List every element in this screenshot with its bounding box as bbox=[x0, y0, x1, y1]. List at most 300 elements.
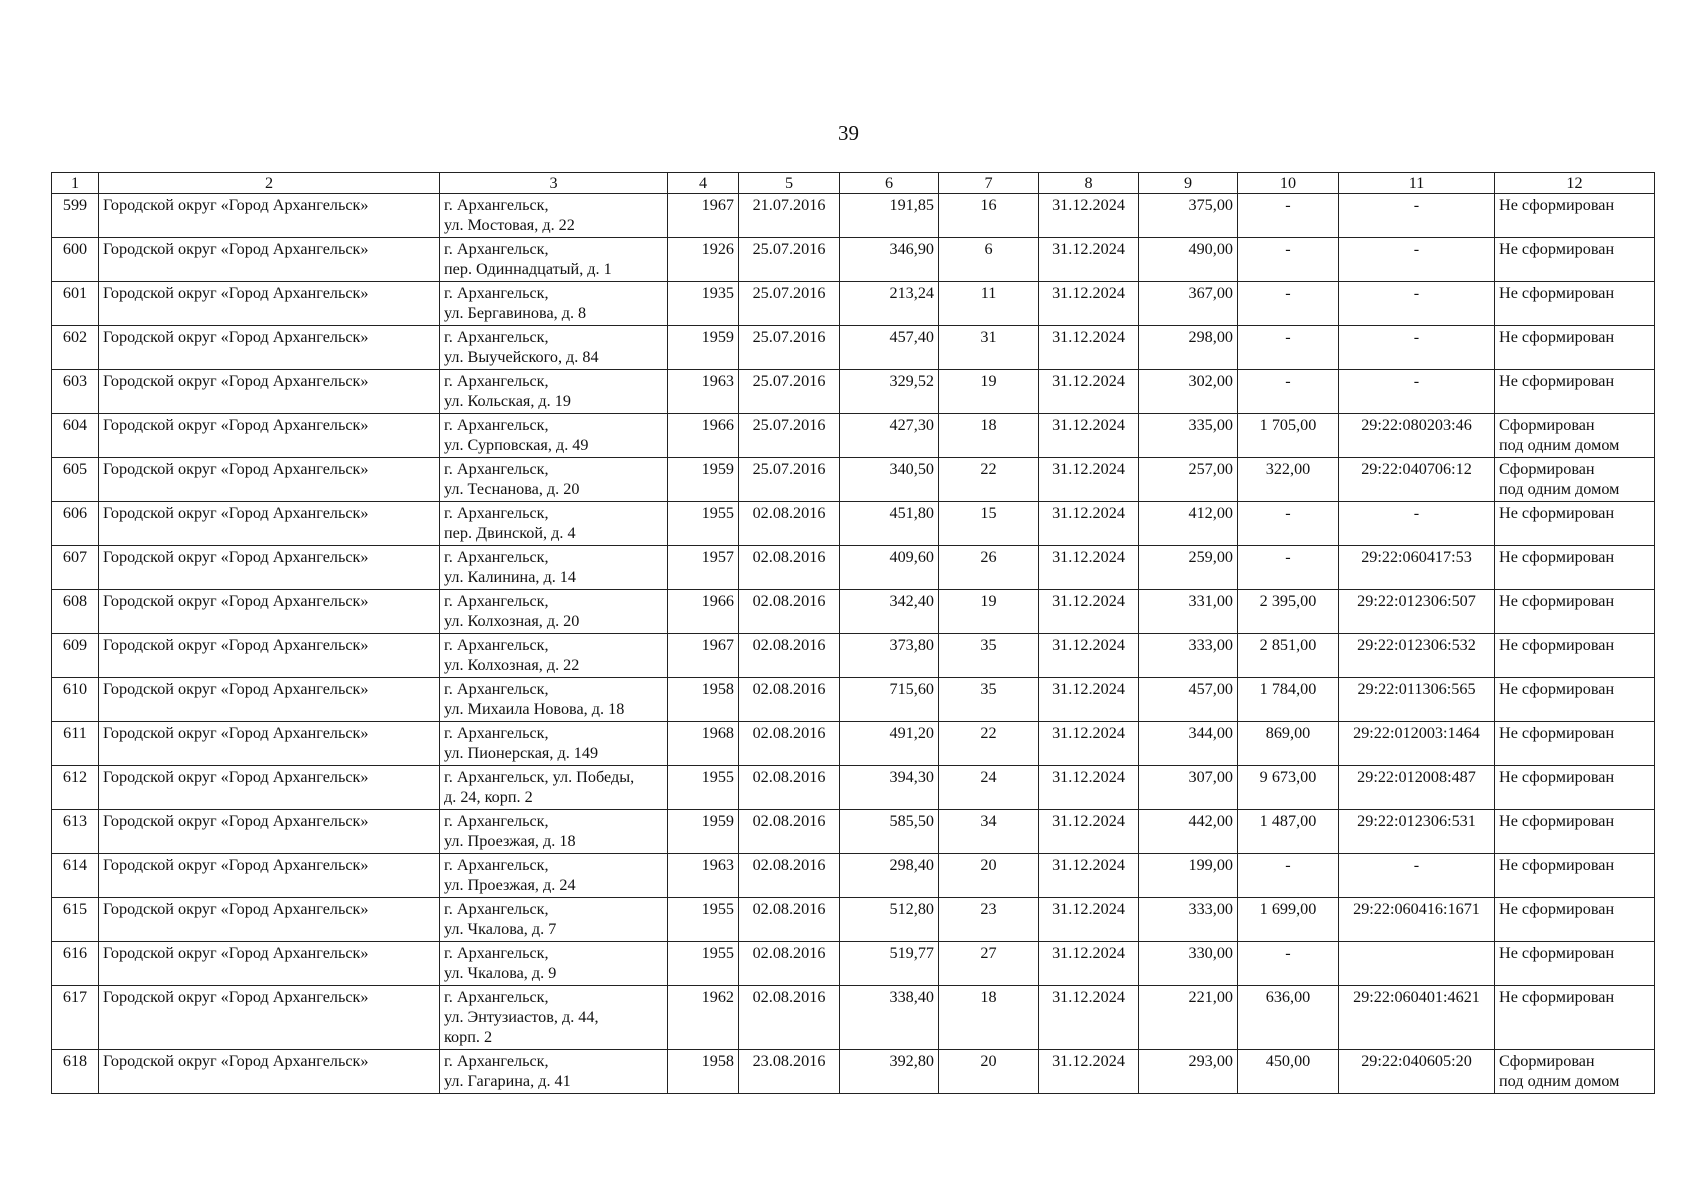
year-cell: 1935 bbox=[668, 282, 739, 326]
column-header: 5 bbox=[739, 173, 840, 194]
year-cell: 1955 bbox=[668, 942, 739, 986]
year-cell: 1955 bbox=[668, 766, 739, 810]
table-row bbox=[52, 810, 1655, 854]
area-cell: 427,30 bbox=[840, 414, 939, 458]
area-cell: 585,50 bbox=[840, 810, 939, 854]
address-cell-line: ул. Михаила Новова, д. 18 bbox=[444, 700, 625, 718]
deadline-cell: 31.12.2024 bbox=[1039, 942, 1139, 986]
address-cell-line: ул. Энтузиастов, д. 44, bbox=[444, 1008, 599, 1026]
residents-cell: 11 bbox=[939, 282, 1039, 326]
address-cell bbox=[440, 238, 668, 282]
address-cell-line: г. Архангельск, bbox=[444, 504, 549, 522]
year-cell: 1966 bbox=[668, 414, 739, 458]
year-cell: 1957 bbox=[668, 546, 739, 590]
row-number-cell: 601 bbox=[52, 282, 99, 326]
status-cell-line: Не сформирован bbox=[1499, 900, 1615, 918]
page-number: 39 bbox=[838, 121, 859, 145]
value-9-cell: 375,00 bbox=[1139, 194, 1238, 238]
table-row bbox=[52, 766, 1655, 810]
status-cell-line: Не сформирован bbox=[1499, 240, 1615, 258]
column-header: 4 bbox=[668, 173, 739, 194]
value-9-cell: 307,00 bbox=[1139, 766, 1238, 810]
residents-cell: 6 bbox=[939, 238, 1039, 282]
municipality-cell: Городской округ «Город Архангельск» bbox=[99, 414, 440, 458]
address-cell-line: г. Архангельск, bbox=[444, 944, 549, 962]
cadastral-number-cell: 29:22:060417:53 bbox=[1339, 546, 1495, 590]
status-cell-line: Не сформирован bbox=[1499, 680, 1615, 698]
cadastral-number-cell: - bbox=[1339, 238, 1495, 282]
deadline-cell: 31.12.2024 bbox=[1039, 722, 1139, 766]
deadline-cell: 31.12.2024 bbox=[1039, 766, 1139, 810]
municipality-cell: Городской округ «Город Архангельск» bbox=[99, 282, 440, 326]
value-10-cell: 636,00 bbox=[1238, 986, 1339, 1050]
table-row bbox=[52, 678, 1655, 722]
value-9-cell: 333,00 bbox=[1139, 898, 1238, 942]
table-row bbox=[52, 458, 1655, 502]
address-cell-line: г. Архангельск, bbox=[444, 240, 549, 258]
municipality-cell: Городской округ «Город Архангельск» bbox=[99, 810, 440, 854]
value-9-cell: 344,00 bbox=[1139, 722, 1238, 766]
value-9-cell: 457,00 bbox=[1139, 678, 1238, 722]
date-cell: 21.07.2016 bbox=[739, 194, 840, 238]
address-cell-line: г. Архангельск, bbox=[444, 592, 549, 610]
address-cell bbox=[440, 678, 668, 722]
row-number-cell: 600 bbox=[52, 238, 99, 282]
address-cell bbox=[440, 194, 668, 238]
row-number-cell: 617 bbox=[52, 986, 99, 1050]
address-cell-line: ул. Проезжая, д. 24 bbox=[444, 876, 576, 894]
address-cell-line: г. Архангельск, bbox=[444, 988, 549, 1006]
value-9-cell: 330,00 bbox=[1139, 942, 1238, 986]
residents-cell: 27 bbox=[939, 942, 1039, 986]
residents-cell: 35 bbox=[939, 634, 1039, 678]
row-number-cell: 599 bbox=[52, 194, 99, 238]
address-cell-line: ул. Колхозная, д. 22 bbox=[444, 656, 580, 674]
municipality-cell: Городской округ «Город Архангельск» bbox=[99, 986, 440, 1050]
area-cell: 346,90 bbox=[840, 238, 939, 282]
value-9-cell: 333,00 bbox=[1139, 634, 1238, 678]
municipality-cell: Городской округ «Город Архангельск» bbox=[99, 678, 440, 722]
column-header: 8 bbox=[1039, 173, 1139, 194]
status-cell-line: Не сформирован bbox=[1499, 328, 1615, 346]
status-cell-line: Не сформирован bbox=[1499, 592, 1615, 610]
status-cell-line: Сформирован bbox=[1499, 460, 1595, 478]
status-cell bbox=[1495, 458, 1655, 502]
area-cell: 213,24 bbox=[840, 282, 939, 326]
date-cell: 23.08.2016 bbox=[739, 1050, 840, 1094]
cadastral-number-cell: - bbox=[1339, 326, 1495, 370]
address-cell-line: г. Архангельск, bbox=[444, 548, 549, 566]
municipality-cell: Городской округ «Город Архангельск» bbox=[99, 722, 440, 766]
status-cell bbox=[1495, 766, 1655, 810]
municipality-cell: Городской округ «Город Архангельск» bbox=[99, 502, 440, 546]
row-number-cell: 603 bbox=[52, 370, 99, 414]
address-cell bbox=[440, 370, 668, 414]
cadastral-number-cell: 29:22:012306:532 bbox=[1339, 634, 1495, 678]
area-cell: 338,40 bbox=[840, 986, 939, 1050]
status-cell bbox=[1495, 898, 1655, 942]
address-cell-line: ул. Бергавинова, д. 8 bbox=[444, 304, 587, 322]
deadline-cell: 31.12.2024 bbox=[1039, 238, 1139, 282]
row-number-cell: 614 bbox=[52, 854, 99, 898]
table-row bbox=[52, 502, 1655, 546]
address-cell-line: г. Архангельск, bbox=[444, 372, 549, 390]
value-10-cell: - bbox=[1238, 942, 1339, 986]
deadline-cell: 31.12.2024 bbox=[1039, 634, 1139, 678]
status-cell bbox=[1495, 546, 1655, 590]
address-cell-line: ул. Чкалова, д. 9 bbox=[444, 964, 557, 982]
status-cell bbox=[1495, 502, 1655, 546]
date-cell: 02.08.2016 bbox=[739, 766, 840, 810]
deadline-cell: 31.12.2024 bbox=[1039, 370, 1139, 414]
area-cell: 519,77 bbox=[840, 942, 939, 986]
area-cell: 491,20 bbox=[840, 722, 939, 766]
status-cell bbox=[1495, 282, 1655, 326]
row-number-cell: 608 bbox=[52, 590, 99, 634]
cadastral-number-cell: 29:22:060416:1671 bbox=[1339, 898, 1495, 942]
date-cell: 02.08.2016 bbox=[739, 546, 840, 590]
address-cell-line: г. Архангельск, bbox=[444, 680, 549, 698]
table-row bbox=[52, 1050, 1655, 1094]
status-cell bbox=[1495, 722, 1655, 766]
address-cell-line: г. Архангельск, ул. Победы, bbox=[444, 768, 635, 786]
cadastral-number-cell bbox=[1339, 942, 1495, 986]
value-9-cell: 367,00 bbox=[1139, 282, 1238, 326]
address-cell bbox=[440, 326, 668, 370]
table-row bbox=[52, 326, 1655, 370]
address-cell bbox=[440, 546, 668, 590]
deadline-cell: 31.12.2024 bbox=[1039, 898, 1139, 942]
row-number-cell: 602 bbox=[52, 326, 99, 370]
row-number-cell: 615 bbox=[52, 898, 99, 942]
deadline-cell: 31.12.2024 bbox=[1039, 546, 1139, 590]
status-cell bbox=[1495, 942, 1655, 986]
value-10-cell: 1 699,00 bbox=[1238, 898, 1339, 942]
year-cell: 1955 bbox=[668, 502, 739, 546]
status-cell bbox=[1495, 986, 1655, 1050]
address-cell-line: г. Архангельск, bbox=[444, 900, 549, 918]
date-cell: 02.08.2016 bbox=[739, 678, 840, 722]
value-10-cell: - bbox=[1238, 282, 1339, 326]
table-row bbox=[52, 854, 1655, 898]
residents-cell: 34 bbox=[939, 810, 1039, 854]
table-row bbox=[52, 194, 1655, 238]
address-cell-line: г. Архангельск, bbox=[444, 328, 549, 346]
municipality-cell: Городской округ «Город Архангельск» bbox=[99, 1050, 440, 1094]
municipality-cell: Городской округ «Город Архангельск» bbox=[99, 766, 440, 810]
area-cell: 457,40 bbox=[840, 326, 939, 370]
address-cell-line: г. Архангельск, bbox=[444, 636, 549, 654]
residents-cell: 35 bbox=[939, 678, 1039, 722]
residents-cell: 20 bbox=[939, 1050, 1039, 1094]
year-cell: 1963 bbox=[668, 370, 739, 414]
status-cell-line: Не сформирован bbox=[1499, 944, 1615, 962]
area-cell: 394,30 bbox=[840, 766, 939, 810]
status-cell-line: Не сформирован bbox=[1499, 812, 1615, 830]
date-cell: 02.08.2016 bbox=[739, 634, 840, 678]
address-cell bbox=[440, 722, 668, 766]
address-cell-line: ул. Выучейского, д. 84 bbox=[444, 348, 599, 366]
value-9-cell: 412,00 bbox=[1139, 502, 1238, 546]
area-cell: 392,80 bbox=[840, 1050, 939, 1094]
residents-cell: 23 bbox=[939, 898, 1039, 942]
year-cell: 1959 bbox=[668, 810, 739, 854]
deadline-cell: 31.12.2024 bbox=[1039, 678, 1139, 722]
residents-cell: 18 bbox=[939, 986, 1039, 1050]
status-cell bbox=[1495, 238, 1655, 282]
year-cell: 1966 bbox=[668, 590, 739, 634]
date-cell: 25.07.2016 bbox=[739, 326, 840, 370]
table-row bbox=[52, 722, 1655, 766]
status-cell-line: Не сформирован bbox=[1499, 372, 1615, 390]
date-cell: 02.08.2016 bbox=[739, 502, 840, 546]
address-cell-line: ул. Калинина, д. 14 bbox=[444, 568, 576, 586]
value-10-cell: 450,00 bbox=[1238, 1050, 1339, 1094]
cadastral-number-cell: 29:22:012008:487 bbox=[1339, 766, 1495, 810]
address-cell-line: г. Архангельск, bbox=[444, 196, 549, 214]
year-cell: 1962 bbox=[668, 986, 739, 1050]
address-cell-line: пер. Двинской, д. 4 bbox=[444, 524, 576, 542]
value-10-cell: - bbox=[1238, 194, 1339, 238]
address-cell-line: г. Архангельск, bbox=[444, 284, 549, 302]
residents-cell: 31 bbox=[939, 326, 1039, 370]
row-number-cell: 611 bbox=[52, 722, 99, 766]
municipality-cell: Городской округ «Город Архангельск» bbox=[99, 590, 440, 634]
residents-cell: 18 bbox=[939, 414, 1039, 458]
address-cell bbox=[440, 502, 668, 546]
date-cell: 25.07.2016 bbox=[739, 458, 840, 502]
municipality-cell: Городской округ «Город Архангельск» bbox=[99, 854, 440, 898]
status-cell-line: Не сформирован bbox=[1499, 284, 1615, 302]
area-cell: 342,40 bbox=[840, 590, 939, 634]
value-10-cell: 9 673,00 bbox=[1238, 766, 1339, 810]
municipality-cell: Городской округ «Город Архангельск» bbox=[99, 370, 440, 414]
address-cell-line: ул. Теснанова, д. 20 bbox=[444, 480, 580, 498]
address-cell bbox=[440, 414, 668, 458]
status-cell-line: Не сформирован bbox=[1499, 636, 1615, 654]
residents-cell: 16 bbox=[939, 194, 1039, 238]
column-header: 10 bbox=[1238, 173, 1339, 194]
address-cell-line: ул. Кольская, д. 19 bbox=[444, 392, 571, 410]
deadline-cell: 31.12.2024 bbox=[1039, 326, 1139, 370]
address-cell-line: г. Архангельск, bbox=[444, 812, 549, 830]
status-cell bbox=[1495, 590, 1655, 634]
cadastral-number-cell: 29:22:040605:20 bbox=[1339, 1050, 1495, 1094]
address-cell-line: ул. Мостовая, д. 22 bbox=[444, 216, 575, 234]
value-9-cell: 257,00 bbox=[1139, 458, 1238, 502]
residents-cell: 15 bbox=[939, 502, 1039, 546]
date-cell: 02.08.2016 bbox=[739, 722, 840, 766]
address-cell-line: г. Архангельск, bbox=[444, 1052, 549, 1070]
residents-cell: 26 bbox=[939, 546, 1039, 590]
address-cell bbox=[440, 458, 668, 502]
year-cell: 1926 bbox=[668, 238, 739, 282]
row-number-cell: 613 bbox=[52, 810, 99, 854]
address-cell-line: г. Архангельск, bbox=[444, 856, 549, 874]
address-cell-line: ул. Сурповская, д. 49 bbox=[444, 436, 589, 454]
table-row bbox=[52, 986, 1655, 1050]
year-cell: 1958 bbox=[668, 678, 739, 722]
municipality-cell: Городской округ «Город Архангельск» bbox=[99, 458, 440, 502]
table-header bbox=[52, 173, 1655, 194]
status-cell bbox=[1495, 194, 1655, 238]
row-number-cell: 609 bbox=[52, 634, 99, 678]
value-10-cell: 1 705,00 bbox=[1238, 414, 1339, 458]
cadastral-number-cell: - bbox=[1339, 194, 1495, 238]
year-cell: 1958 bbox=[668, 1050, 739, 1094]
value-9-cell: 293,00 bbox=[1139, 1050, 1238, 1094]
cadastral-number-cell: 29:22:080203:46 bbox=[1339, 414, 1495, 458]
date-cell: 25.07.2016 bbox=[739, 414, 840, 458]
status-cell-line: Не сформирован bbox=[1499, 196, 1615, 214]
cadastral-number-cell: - bbox=[1339, 282, 1495, 326]
residents-cell: 24 bbox=[939, 766, 1039, 810]
date-cell: 25.07.2016 bbox=[739, 238, 840, 282]
value-10-cell: 1 487,00 bbox=[1238, 810, 1339, 854]
value-9-cell: 335,00 bbox=[1139, 414, 1238, 458]
municipality-cell: Городской округ «Город Архангельск» bbox=[99, 326, 440, 370]
value-9-cell: 298,00 bbox=[1139, 326, 1238, 370]
status-cell-line: Сформирован bbox=[1499, 416, 1595, 434]
cadastral-number-cell: - bbox=[1339, 854, 1495, 898]
status-cell-line: Не сформирован bbox=[1499, 548, 1615, 566]
status-cell-line: Не сформирован bbox=[1499, 988, 1615, 1006]
row-number-cell: 607 bbox=[52, 546, 99, 590]
column-header: 1 bbox=[52, 173, 99, 194]
deadline-cell: 31.12.2024 bbox=[1039, 502, 1139, 546]
area-cell: 340,50 bbox=[840, 458, 939, 502]
value-10-cell: 2 395,00 bbox=[1238, 590, 1339, 634]
row-number-cell: 616 bbox=[52, 942, 99, 986]
deadline-cell: 31.12.2024 bbox=[1039, 458, 1139, 502]
address-cell bbox=[440, 766, 668, 810]
year-cell: 1967 bbox=[668, 634, 739, 678]
value-10-cell: 869,00 bbox=[1238, 722, 1339, 766]
status-cell-line: Не сформирован bbox=[1499, 504, 1615, 522]
table-row bbox=[52, 414, 1655, 458]
address-cell-line: корп. 2 bbox=[444, 1028, 493, 1046]
column-header: 2 bbox=[99, 173, 440, 194]
value-9-cell: 331,00 bbox=[1139, 590, 1238, 634]
value-9-cell: 199,00 bbox=[1139, 854, 1238, 898]
table-row bbox=[52, 590, 1655, 634]
address-cell bbox=[440, 942, 668, 986]
municipality-cell: Городской округ «Город Архангельск» bbox=[99, 238, 440, 282]
date-cell: 02.08.2016 bbox=[739, 854, 840, 898]
status-cell bbox=[1495, 370, 1655, 414]
date-cell: 02.08.2016 bbox=[739, 810, 840, 854]
residents-cell: 19 bbox=[939, 370, 1039, 414]
value-10-cell: - bbox=[1238, 326, 1339, 370]
cadastral-number-cell: - bbox=[1339, 502, 1495, 546]
municipality-cell: Городской округ «Город Архангельск» bbox=[99, 942, 440, 986]
area-cell: 715,60 bbox=[840, 678, 939, 722]
cadastral-number-cell: 29:22:012306:531 bbox=[1339, 810, 1495, 854]
address-cell bbox=[440, 282, 668, 326]
deadline-cell: 31.12.2024 bbox=[1039, 854, 1139, 898]
date-cell: 02.08.2016 bbox=[739, 590, 840, 634]
table-body bbox=[52, 194, 1655, 1094]
cadastral-number-cell: - bbox=[1339, 370, 1495, 414]
status-cell-line: Не сформирован bbox=[1499, 856, 1615, 874]
address-cell-line: ул. Проезжая, д. 18 bbox=[444, 832, 576, 850]
table-row bbox=[52, 546, 1655, 590]
address-cell-line: д. 24, корп. 2 bbox=[444, 788, 533, 806]
address-cell bbox=[440, 854, 668, 898]
value-10-cell: 1 784,00 bbox=[1238, 678, 1339, 722]
status-cell bbox=[1495, 326, 1655, 370]
address-cell bbox=[440, 590, 668, 634]
status-cell-line: Не сформирован bbox=[1499, 768, 1615, 786]
column-number-row bbox=[52, 173, 1655, 194]
area-cell: 191,85 bbox=[840, 194, 939, 238]
municipality-cell: Городской округ «Город Архангельск» bbox=[99, 634, 440, 678]
table-row bbox=[52, 634, 1655, 678]
value-10-cell: - bbox=[1238, 238, 1339, 282]
area-cell: 512,80 bbox=[840, 898, 939, 942]
address-cell-line: г. Архангельск, bbox=[444, 416, 549, 434]
municipality-cell: Городской округ «Город Архангельск» bbox=[99, 898, 440, 942]
row-number-cell: 610 bbox=[52, 678, 99, 722]
row-number-cell: 618 bbox=[52, 1050, 99, 1094]
address-cell-line: г. Архангельск, bbox=[444, 460, 549, 478]
status-cell bbox=[1495, 854, 1655, 898]
municipality-cell: Городской округ «Город Архангельск» bbox=[99, 546, 440, 590]
date-cell: 02.08.2016 bbox=[739, 986, 840, 1050]
cadastral-number-cell: 29:22:012003:1464 bbox=[1339, 722, 1495, 766]
year-cell: 1968 bbox=[668, 722, 739, 766]
address-cell-line: ул. Гагарина, д. 41 bbox=[444, 1072, 571, 1090]
address-cell bbox=[440, 810, 668, 854]
deadline-cell: 31.12.2024 bbox=[1039, 194, 1139, 238]
status-cell bbox=[1495, 414, 1655, 458]
status-cell-line: под одним домом bbox=[1499, 1072, 1620, 1090]
area-cell: 373,80 bbox=[840, 634, 939, 678]
housing-registry-table bbox=[51, 172, 1655, 1094]
table-row bbox=[52, 898, 1655, 942]
value-9-cell: 259,00 bbox=[1139, 546, 1238, 590]
value-9-cell: 221,00 bbox=[1139, 986, 1238, 1050]
date-cell: 02.08.2016 bbox=[739, 898, 840, 942]
cadastral-number-cell: 29:22:012306:507 bbox=[1339, 590, 1495, 634]
area-cell: 451,80 bbox=[840, 502, 939, 546]
residents-cell: 22 bbox=[939, 458, 1039, 502]
area-cell: 298,40 bbox=[840, 854, 939, 898]
deadline-cell: 31.12.2024 bbox=[1039, 282, 1139, 326]
table-row bbox=[52, 238, 1655, 282]
cadastral-number-cell: 29:22:011306:565 bbox=[1339, 678, 1495, 722]
column-header: 9 bbox=[1139, 173, 1238, 194]
table-row bbox=[52, 282, 1655, 326]
year-cell: 1963 bbox=[668, 854, 739, 898]
row-number-cell: 606 bbox=[52, 502, 99, 546]
deadline-cell: 31.12.2024 bbox=[1039, 986, 1139, 1050]
status-cell bbox=[1495, 1050, 1655, 1094]
column-header: 6 bbox=[840, 173, 939, 194]
address-cell-line: г. Архангельск, bbox=[444, 724, 549, 742]
municipality-cell: Городской округ «Город Архангельск» bbox=[99, 194, 440, 238]
deadline-cell: 31.12.2024 bbox=[1039, 414, 1139, 458]
year-cell: 1959 bbox=[668, 458, 739, 502]
value-10-cell: - bbox=[1238, 854, 1339, 898]
cadastral-number-cell: 29:22:060401:4621 bbox=[1339, 986, 1495, 1050]
deadline-cell: 31.12.2024 bbox=[1039, 810, 1139, 854]
column-header: 11 bbox=[1339, 173, 1495, 194]
status-cell bbox=[1495, 634, 1655, 678]
year-cell: 1959 bbox=[668, 326, 739, 370]
value-10-cell: 2 851,00 bbox=[1238, 634, 1339, 678]
table-row bbox=[52, 942, 1655, 986]
